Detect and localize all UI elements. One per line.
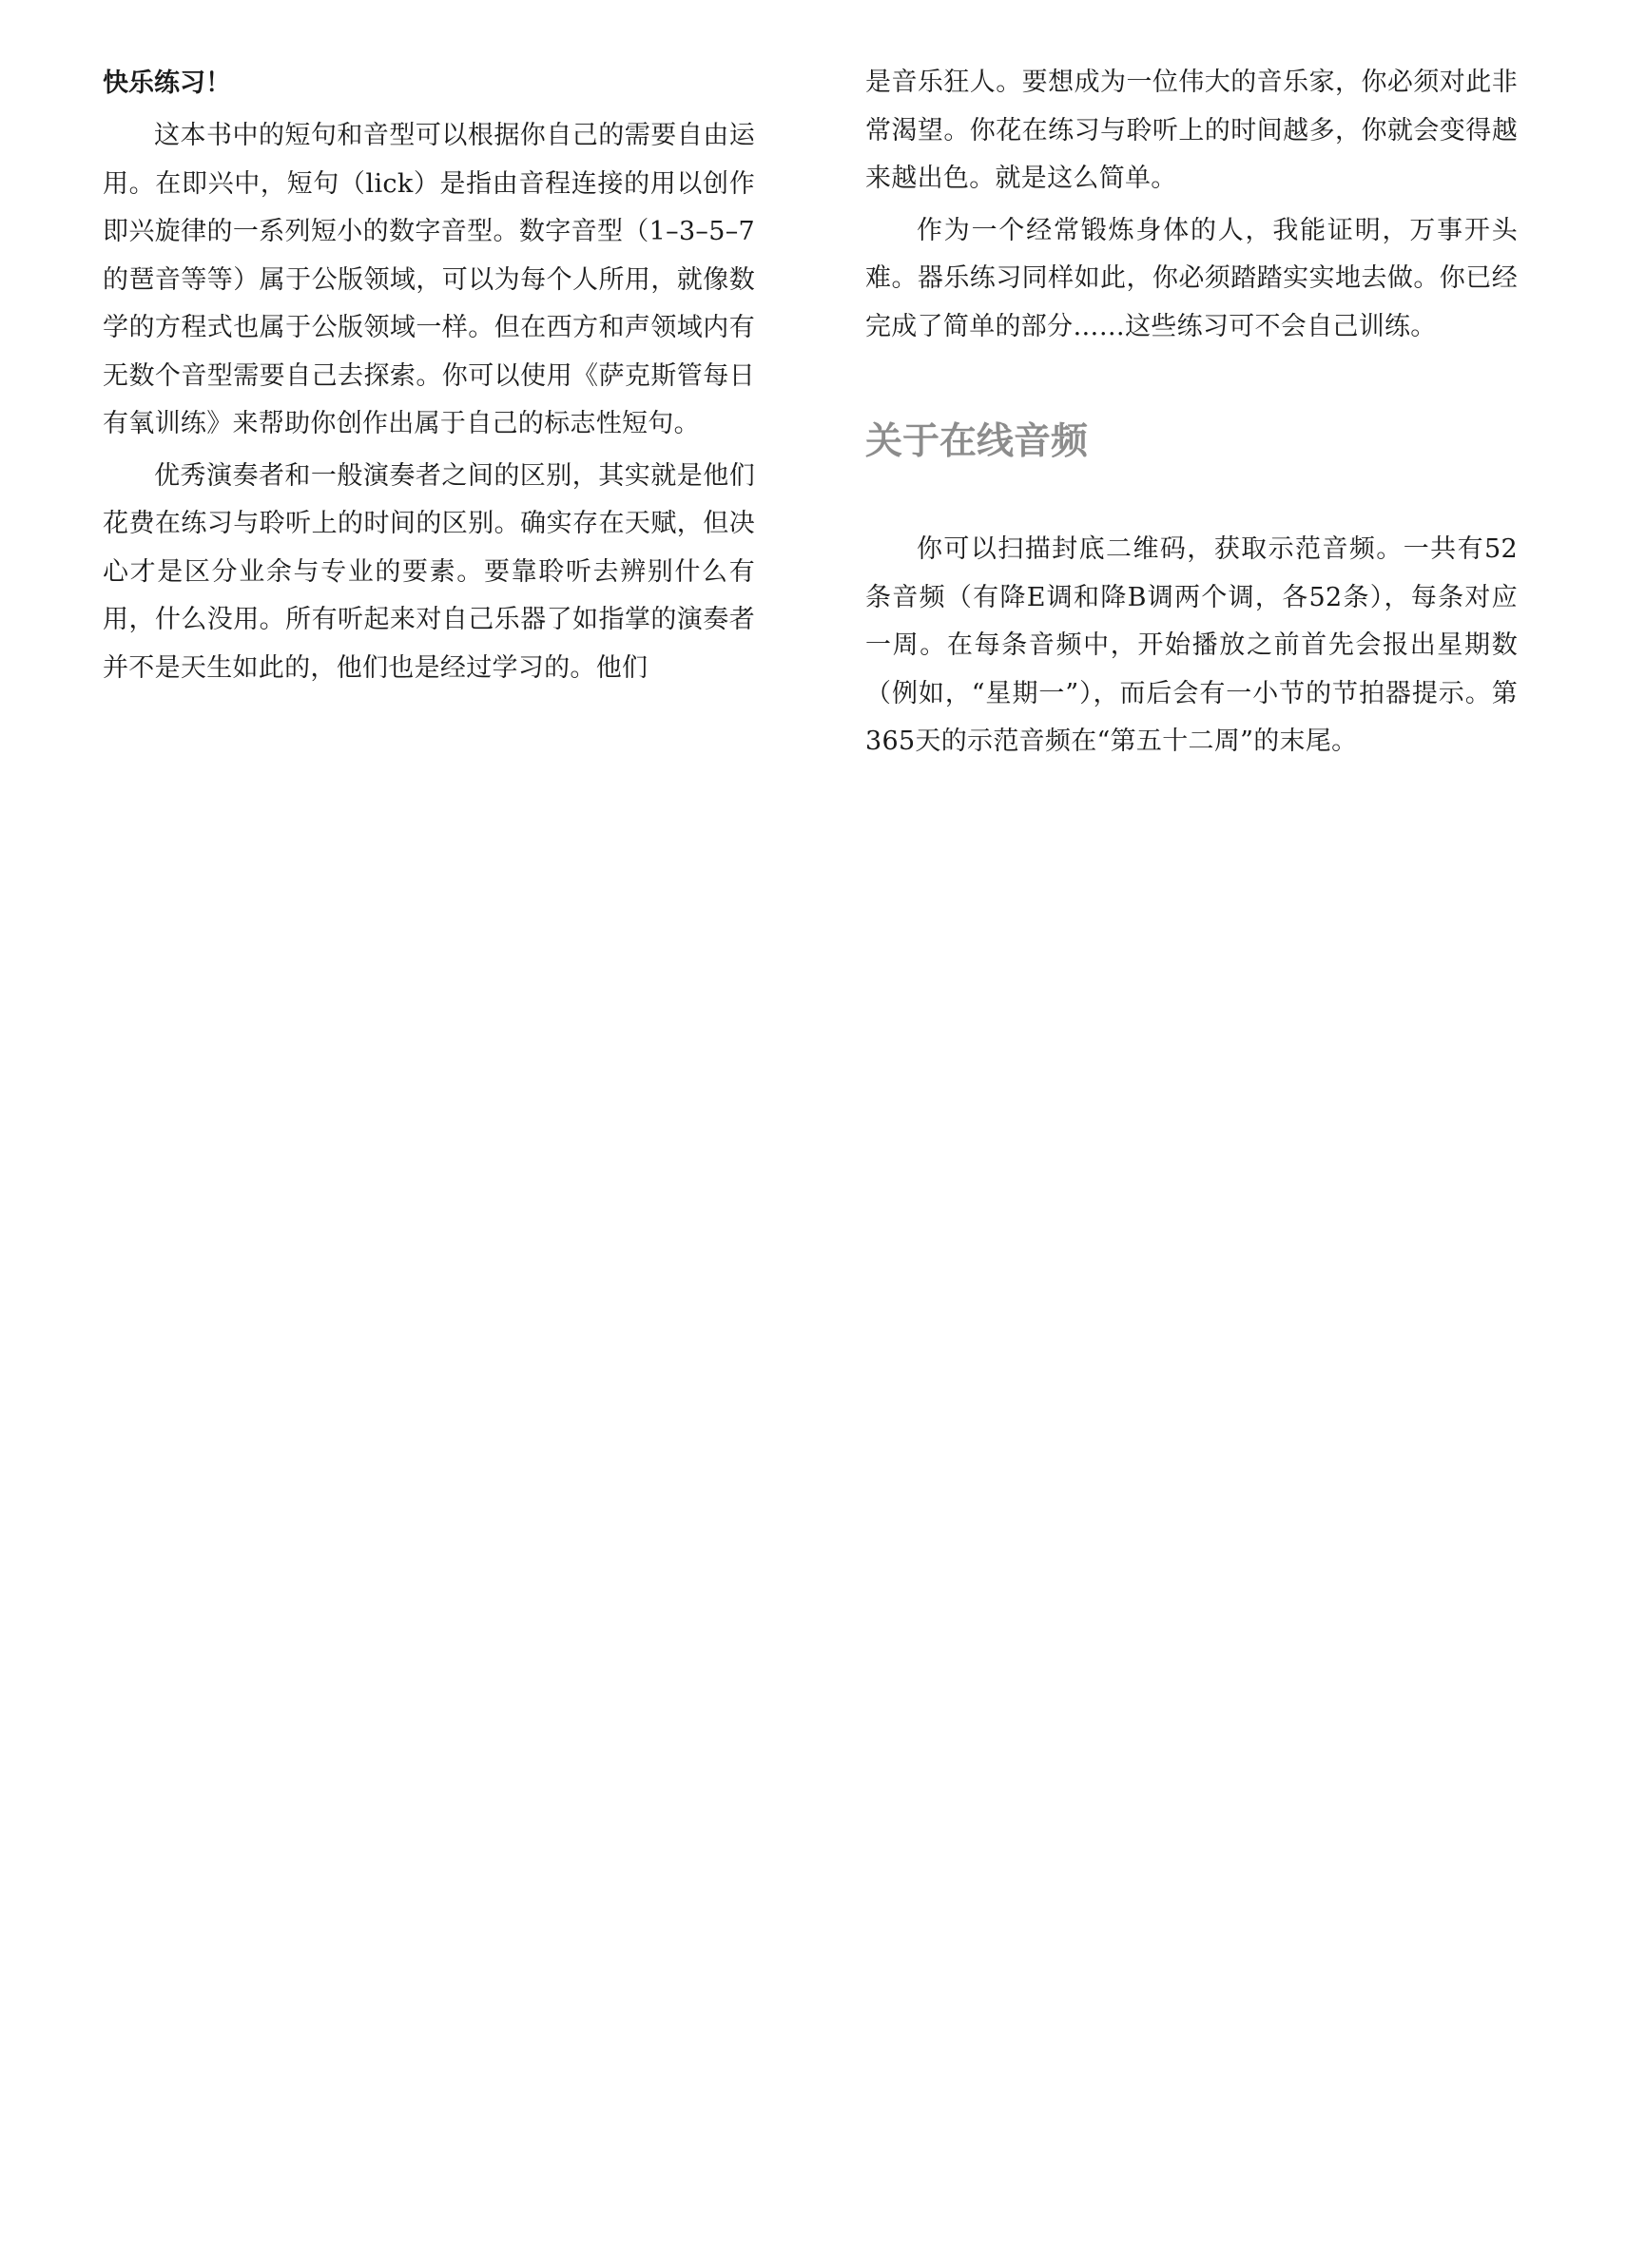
paragraph-licks-and-patterns: 这本书中的短句和音型可以根据你自己的需要自由运用。在即兴中，短句（lick）是指由音程连接的用以创作即兴旋律的一系列短小的数字音型。数字音型（1–3–5–7的琶音等等）属于公版领域，可以为每个人所用，就像数学的方程式也属于公版领域一样。但在西方和声领域内有无数个音型需要自己去探索。你可以使用《萨克斯管每日有氧训练》来帮助你创作出属于自己的标志性短句。 — [103, 121, 755, 438]
left-column — [103, 59, 755, 696]
paragraph-continued: 是音乐狂人。要想成为一位伟大的音乐家，你必须对此非常渴望。你花在练习与聆听上的时间越多，你就会变得越来越出色。就是这么简单。 — [865, 68, 1518, 193]
right-column — [865, 59, 1518, 770]
section-heading-online-audio: 关于在线音频 — [865, 420, 1089, 463]
paragraph-online-audio: 你可以扫描封底二维码，获取示范音频。一共有52条音频（有降E调和降B调两个调，各52条），每条对应一周。在每条音频中，开始播放之前首先会报出星期数（例如，“星期一”），而后会有一小节的节拍器提示。第365天的示范音频在“第五十二周”的末尾。 — [865, 534, 1518, 756]
paragraph-practice-and-listening: 优秀演奏者和一般演奏者之间的区别，其实就是他们花费在练习与聆听上的时间的区别。确实存在天赋，但决心才是区分业余与专业的要素。要靠聆听去辨别什么有用，什么没用。所有听起来对自己乐器了如指掌的演奏者并不是天生如此的，他们也是经过学习的。他们 — [103, 460, 755, 683]
section-heading-happy-practice: 快乐练习！ — [103, 68, 231, 98]
paragraph-exercise-analogy: 作为一个经常锻炼身体的人，我能证明，万事开头难。器乐练习同样如此，你必须踏踏实实地去做。你已经完成了简单的部分……这些练习可不会自己训练。 — [865, 215, 1518, 341]
